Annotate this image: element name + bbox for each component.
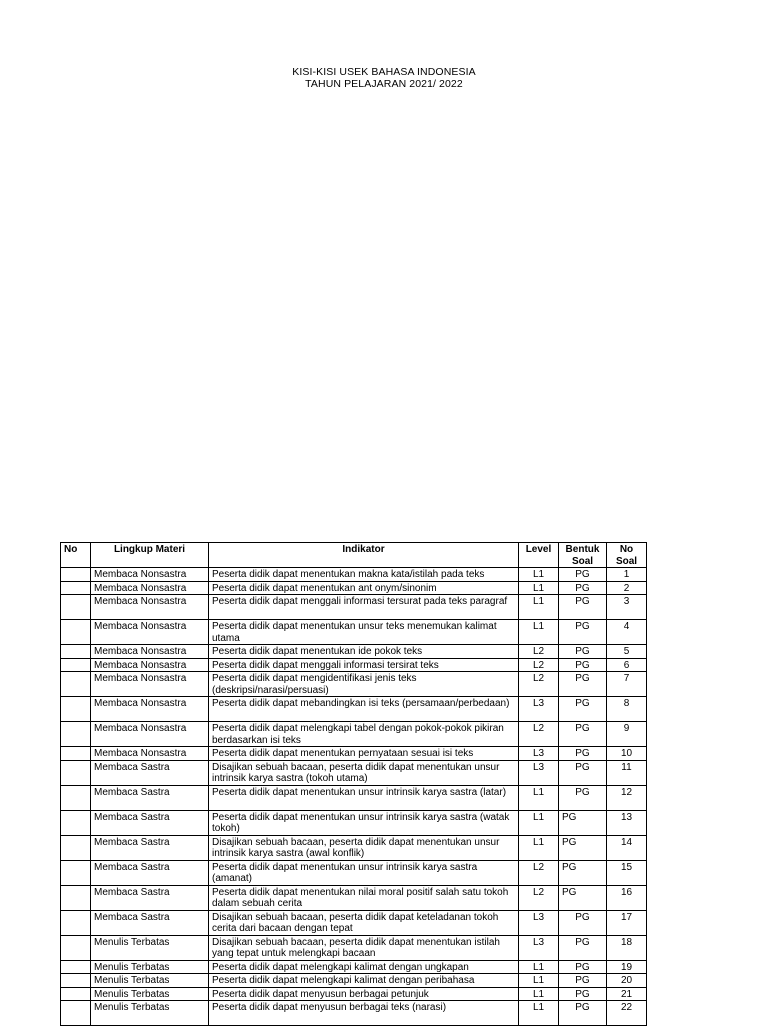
cell-bentuk-soal: PG (559, 810, 607, 835)
cell-no (61, 835, 91, 860)
cell-lingkup-materi: Membaca Nonsastra (91, 595, 209, 620)
cell-no (61, 987, 91, 1001)
table-body (61, 568, 647, 1026)
cell-indikator: Peserta didik dapat menentukan unsur teks menemukan kalimat utama (209, 620, 519, 645)
cell-no (61, 810, 91, 835)
cell-no (61, 1001, 91, 1026)
cell-bentuk-soal: PG (559, 785, 607, 810)
header-indikator: Indikator (209, 543, 519, 568)
cell-bentuk-soal: PG (559, 722, 607, 747)
cell-level: L1 (519, 835, 559, 860)
cell-level: L1 (519, 960, 559, 974)
cell-no (61, 885, 91, 910)
cell-lingkup-materi: Membaca Sastra (91, 885, 209, 910)
table-row (61, 810, 647, 835)
cell-no (61, 620, 91, 645)
cell-bentuk-soal: PG (559, 910, 607, 935)
cell-indikator: Peserta didik dapat menentukan unsur intrinsik karya sastra (latar) (209, 785, 519, 810)
table-row (61, 835, 647, 860)
cell-lingkup-materi: Menulis Terbatas (91, 960, 209, 974)
cell-indikator: Peserta didik dapat mebandingkan isi teks (persamaan/perbedaan) (209, 697, 519, 722)
cell-no-soal: 2 (607, 581, 647, 595)
cell-indikator: Peserta didik dapat melengkapi kalimat dengan ungkapan (209, 960, 519, 974)
cell-lingkup-materi: Membaca Sastra (91, 760, 209, 785)
cell-no-soal: 6 (607, 658, 647, 672)
cell-level: L3 (519, 910, 559, 935)
cell-level: L2 (519, 672, 559, 697)
cell-lingkup-materi: Membaca Nonsastra (91, 620, 209, 645)
cell-indikator: Peserta didik dapat menentukan makna kata/istilah pada teks (209, 568, 519, 582)
table-row (61, 760, 647, 785)
cell-no (61, 747, 91, 761)
cell-indikator: Disajikan sebuah bacaan, peserta didik dapat menentukan unsur intrinsik karya sastra (awal konflik) (209, 835, 519, 860)
cell-lingkup-materi: Membaca Sastra (91, 910, 209, 935)
cell-bentuk-soal: PG (559, 860, 607, 885)
cell-indikator: Peserta didik dapat menentukan ide pokok teks (209, 645, 519, 659)
document-title (0, 66, 768, 90)
cell-bentuk-soal: PG (559, 595, 607, 620)
cell-no-soal: 15 (607, 860, 647, 885)
cell-level: L1 (519, 595, 559, 620)
cell-indikator: Peserta didik dapat menentukan unsur intrinsik karya sastra (amanat) (209, 860, 519, 885)
cell-indikator: Peserta didik dapat menggali informasi tersirat teks (209, 658, 519, 672)
cell-no (61, 568, 91, 582)
table-header-row (61, 543, 647, 568)
cell-bentuk-soal: PG (559, 987, 607, 1001)
cell-level: L1 (519, 581, 559, 595)
cell-no-soal: 8 (607, 697, 647, 722)
cell-lingkup-materi: Membaca Nonsastra (91, 697, 209, 722)
cell-no-soal: 1 (607, 568, 647, 582)
header-lingkup-materi: Lingkup Materi (91, 543, 209, 568)
cell-level: L2 (519, 860, 559, 885)
header-no-soal: No Soal (607, 543, 647, 568)
kisi-kisi-table (60, 542, 647, 1026)
cell-no (61, 697, 91, 722)
cell-no-soal: 11 (607, 760, 647, 785)
cell-level: L1 (519, 810, 559, 835)
table-row (61, 974, 647, 988)
cell-no-soal: 4 (607, 620, 647, 645)
table-row (61, 785, 647, 810)
cell-no (61, 581, 91, 595)
cell-indikator: Peserta didik dapat menentukan nilai moral positif salah satu tokoh dalam sebuah cerita (209, 885, 519, 910)
cell-bentuk-soal: PG (559, 568, 607, 582)
table-row (61, 581, 647, 595)
cell-no (61, 860, 91, 885)
cell-indikator: Peserta didik dapat menggali informasi tersurat pada teks paragraf (209, 595, 519, 620)
cell-no-soal: 20 (607, 974, 647, 988)
table-row (61, 910, 647, 935)
cell-indikator: Peserta didik dapat menyusun berbagai petunjuk (209, 987, 519, 1001)
cell-lingkup-materi: Menulis Terbatas (91, 987, 209, 1001)
cell-level: L1 (519, 987, 559, 1001)
cell-lingkup-materi: Menulis Terbatas (91, 1001, 209, 1026)
cell-no (61, 645, 91, 659)
cell-no-soal: 9 (607, 722, 647, 747)
cell-no-soal: 14 (607, 835, 647, 860)
cell-no-soal: 13 (607, 810, 647, 835)
cell-bentuk-soal: PG (559, 581, 607, 595)
cell-no (61, 910, 91, 935)
cell-level: L1 (519, 974, 559, 988)
cell-lingkup-materi: Membaca Nonsastra (91, 645, 209, 659)
cell-no-soal: 5 (607, 645, 647, 659)
cell-bentuk-soal: PG (559, 885, 607, 910)
table-row (61, 645, 647, 659)
table-row (61, 860, 647, 885)
cell-no (61, 595, 91, 620)
title-line-1: KISI-KISI USEK BAHASA INDONESIA (292, 66, 476, 78)
cell-no-soal: 17 (607, 910, 647, 935)
table-row (61, 568, 647, 582)
cell-no (61, 974, 91, 988)
cell-lingkup-materi: Membaca Nonsastra (91, 747, 209, 761)
cell-lingkup-materi: Membaca Nonsastra (91, 581, 209, 595)
table-row (61, 672, 647, 697)
cell-indikator: Peserta didik dapat menyusun berbagai teks (narasi) (209, 1001, 519, 1026)
cell-no-soal: 7 (607, 672, 647, 697)
cell-level: L3 (519, 697, 559, 722)
cell-level: L2 (519, 722, 559, 747)
cell-level: L1 (519, 568, 559, 582)
cell-level: L1 (519, 620, 559, 645)
cell-no-soal: 22 (607, 1001, 647, 1026)
cell-no-soal: 18 (607, 935, 647, 960)
cell-indikator: Disajikan sebuah bacaan, peserta didik dapat keteladanan tokoh cerita dari bacaan dengan tepat (209, 910, 519, 935)
cell-level: L2 (519, 645, 559, 659)
cell-bentuk-soal: PG (559, 658, 607, 672)
cell-indikator: Peserta didik dapat menentukan ant onym/sinonim (209, 581, 519, 595)
cell-lingkup-materi: Menulis Terbatas (91, 935, 209, 960)
cell-no (61, 672, 91, 697)
table-row (61, 595, 647, 620)
cell-no-soal: 3 (607, 595, 647, 620)
cell-bentuk-soal: PG (559, 1001, 607, 1026)
table-row (61, 697, 647, 722)
cell-lingkup-materi: Membaca Nonsastra (91, 722, 209, 747)
cell-level: L3 (519, 760, 559, 785)
cell-indikator: Peserta didik dapat menentukan unsur intrinsik karya sastra (watak tokoh) (209, 810, 519, 835)
cell-indikator: Peserta didik dapat melengkapi tabel dengan pokok-pokok pikiran berdasarkan isi teks (209, 722, 519, 747)
cell-no-soal: 12 (607, 785, 647, 810)
cell-level: L1 (519, 1001, 559, 1026)
cell-level: L1 (519, 785, 559, 810)
table-row (61, 960, 647, 974)
cell-no (61, 722, 91, 747)
cell-no (61, 760, 91, 785)
title-line-2: TAHUN PELAJARAN 2021/ 2022 (305, 78, 463, 90)
cell-no-soal: 21 (607, 987, 647, 1001)
cell-lingkup-materi: Membaca Nonsastra (91, 658, 209, 672)
cell-lingkup-materi: Membaca Sastra (91, 835, 209, 860)
cell-lingkup-materi: Membaca Sastra (91, 860, 209, 885)
cell-indikator: Peserta didik dapat menentukan pernyataan sesuai isi teks (209, 747, 519, 761)
cell-level: L2 (519, 658, 559, 672)
cell-indikator: Peserta didik dapat melengkapi kalimat dengan peribahasa (209, 974, 519, 988)
cell-indikator: Disajikan sebuah bacaan, peserta didik dapat menentukan unsur intrinsik karya sastra (tokoh utama) (209, 760, 519, 785)
cell-lingkup-materi: Menulis Terbatas (91, 974, 209, 988)
cell-indikator: Peserta didik dapat mengidentifikasi jenis teks (deskripsi/narasi/persuasi) (209, 672, 519, 697)
cell-bentuk-soal: PG (559, 760, 607, 785)
cell-bentuk-soal: PG (559, 960, 607, 974)
table-row (61, 1001, 647, 1026)
cell-bentuk-soal: PG (559, 672, 607, 697)
cell-level: L3 (519, 935, 559, 960)
cell-lingkup-materi: Membaca Sastra (91, 785, 209, 810)
cell-bentuk-soal: PG (559, 835, 607, 860)
cell-no (61, 785, 91, 810)
cell-bentuk-soal: PG (559, 697, 607, 722)
cell-bentuk-soal: PG (559, 645, 607, 659)
table-row (61, 620, 647, 645)
cell-bentuk-soal: PG (559, 620, 607, 645)
table-row (61, 722, 647, 747)
cell-lingkup-materi: Membaca Nonsastra (91, 568, 209, 582)
cell-bentuk-soal: PG (559, 974, 607, 988)
cell-no (61, 935, 91, 960)
cell-no-soal: 16 (607, 885, 647, 910)
cell-no (61, 658, 91, 672)
cell-indikator: Disajikan sebuah bacaan, peserta didik dapat menentukan istilah yang tepat untuk melengkapi bacaan (209, 935, 519, 960)
cell-no (61, 960, 91, 974)
cell-bentuk-soal: PG (559, 935, 607, 960)
cell-bentuk-soal: PG (559, 747, 607, 761)
header-no: No (61, 543, 91, 568)
table-row (61, 885, 647, 910)
header-level: Level (519, 543, 559, 568)
table-row (61, 987, 647, 1001)
cell-lingkup-materi: Membaca Nonsastra (91, 672, 209, 697)
cell-level: L3 (519, 747, 559, 761)
cell-lingkup-materi: Membaca Sastra (91, 810, 209, 835)
table-row (61, 935, 647, 960)
header-bentuk-soal: Bentuk Soal (559, 543, 607, 568)
table-row (61, 658, 647, 672)
cell-no-soal: 10 (607, 747, 647, 761)
cell-no-soal: 19 (607, 960, 647, 974)
table-row (61, 747, 647, 761)
cell-level: L2 (519, 885, 559, 910)
